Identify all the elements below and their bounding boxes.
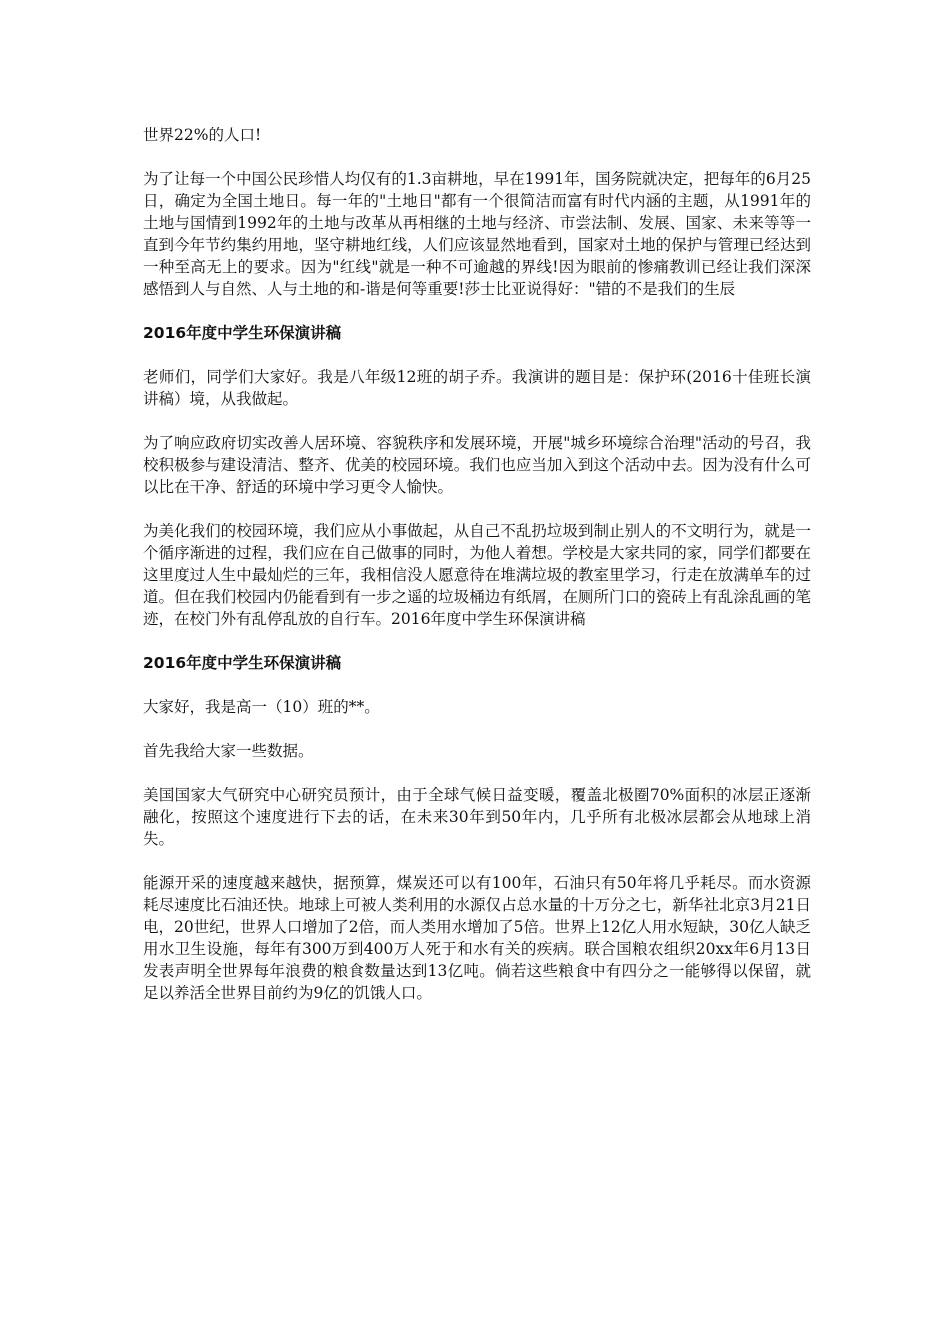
document-body — [143, 124, 811, 1026]
paragraph-campus: 为美化我们的校园环境，我们应从小事做起，从自己不乱扔垃圾到制止别人的不文明行为，就是一个循序渐进的过程，我们应在自己做事的同时，为他人着想。学校是大家共同的家，同学们都要在这里度过人生中最灿烂的三年，我相信没人愿意待在堆满垃圾的教室里学习，行走在放满单车的过道。但在我们校园内仍能看到有一步之遥的垃圾桶边有纸屑，在厕所门口的瓷砖上有乱涂乱画的笔迹，在校门外有乱停乱放的自行车。2016年度中学生环保演讲稿 — [143, 522, 811, 628]
section-heading: 2016年度中学生环保演讲稿 — [143, 654, 342, 672]
paragraph-land-day: 为了让每一个中国公民珍惜人均仅有的1.3亩耕地，早在1991年，国务院就决定，把每年的6月25日，确定为全国土地日。每一年的"土地日"都有一个很简洁而富有时代内涵的主题，从1991年的土地与国情到1992年的土地与改革从再相继的土地与经济、市尝法制、发展、国家、未来等等一直到今年节约集约用地，坚守耕地红线，人们应该显然地看到，国家对土地的保护与管理已经达到一种至高无上的要求。因为"红线"就是一种不可逾越的界线!因为眼前的惨痛教训已经让我们深深感悟到人与自然、人与土地的和-谐是何等重要!莎士比亚说得好："错的不是我们的生辰 — [143, 170, 811, 298]
paragraph-arctic-ice: 美国国家大气研究中心研究员预计，由于全球气候日益变暖，覆盖北极圈70%面积的冰层正逐渐融化，按照这个速度进行下去的话，在未来30年到50年内，几乎所有北极冰层都会从地球上消失。 — [143, 786, 811, 848]
paragraph-intro: 大家好，我是高一（10）班的**。 — [143, 698, 380, 716]
paragraph-continuation: 世界22%的人口! — [143, 126, 262, 144]
paragraph-greeting: 老师们，同学们大家好。我是八年级12班的胡子乔。我演讲的题目是：保护环(2016十佳班长演讲稿）境，从我做起。 — [143, 368, 811, 408]
paragraph-campaign: 为了响应政府切实改善人居环境、容貌秩序和发展环境，开展"城乡环境综合治理"活动的号召，我校积极参与建设清洁、整齐、优美的校园环境。我们也应当加入到这个活动中去。因为没有什么可以比在干净、舒适的环境中学习更令人愉快。 — [143, 434, 811, 496]
section-heading: 2016年度中学生环保演讲稿 — [143, 324, 342, 342]
paragraph-data-intro: 首先我给大家一些数据。 — [143, 742, 314, 760]
paragraph-resources: 能源开采的速度越来越快，据预算，煤炭还可以有100年，石油只有50年将几乎耗尽。而水资源耗尽速度比石油还快。地球上可被人类利用的水源仅占总水量的十万分之七，新华社北京3月21日电，20世纪，世界人口增加了2倍，而人类用水增加了5倍。世界上12亿人用水短缺，30亿人缺乏用水卫生设施，每年有300万到400万人死于和水有关的疾病。联合国粮农组织20xx年6月13日发表声明全世界每年浪费的粮食数量达到13亿吨。倘若这些粮食中有四分之一能够得以保留，就足以养活全世界目前约为9亿的饥饿人口。 — [143, 874, 811, 1002]
